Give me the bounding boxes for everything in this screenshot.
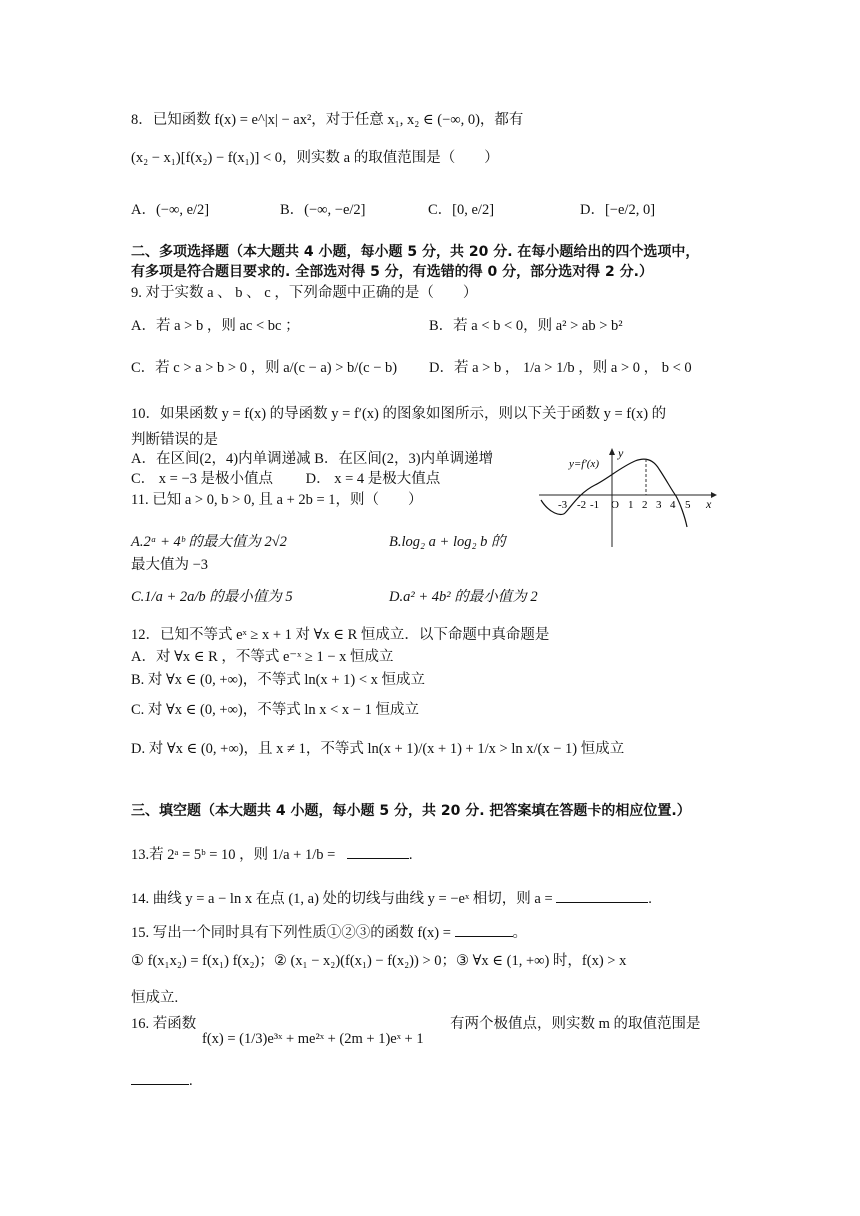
x-axis-label: x	[706, 497, 712, 511]
q9-option-a: A．若 a > b ，则 ac < bc ；	[131, 318, 300, 334]
x-tick-label: 3	[656, 499, 662, 511]
x-tick-label: 2	[642, 499, 648, 511]
q12-option-c: C. 对 ∀x ∈ (0, +∞)，不等式 ln x < x − 1 恒成立	[131, 702, 419, 718]
x-tick-label: -3	[558, 499, 568, 511]
x-tick-label: -2	[577, 499, 587, 511]
q15-end: 。	[512, 925, 528, 941]
q8-option-c: C．[0, e/2]	[428, 202, 495, 218]
q16-answer-line	[131, 1070, 193, 1090]
q8-stem-line2: (x₂ − x₁)[f(x₂) − f(x₁)] < 0，则实数 a 的取值范围是（ ）	[131, 150, 499, 166]
q10-stem-line1: 10．如果函数 y = f(x) 的导函数 y = f′(x) 的图象如图所示，则以下关于函数 y = f(x) 的	[131, 406, 667, 422]
q10-options-ab: A．在区间(2，4)内单调递减 B．在区间(2，3)内单调递增	[131, 451, 494, 467]
q16-formula: f(x) = (1/3)e³ˣ + me²ˣ + (2m + 1)eˣ + 1	[202, 1031, 424, 1047]
q16-end: .	[189, 1073, 193, 1089]
q16-prefix: 16. 若函数	[131, 1016, 197, 1032]
q14-end: .	[648, 891, 652, 907]
q13-answer-blank[interactable]	[347, 844, 409, 859]
q11-option-d: D.a² + 4b² 的最小值为 2	[389, 589, 538, 605]
x-tick-label: 4	[670, 499, 676, 511]
q12-option-b: B. 对 ∀x ∈ (0, +∞)，不等式 ln(x + 1) < x 恒成立	[131, 672, 425, 688]
q12-option-d: D. 对 ∀x ∈ (0, +∞)，且 x ≠ 1，不等式 ln(x + 1)/(x + 1) + 1/x > ln x/(x − 1) 恒成立	[131, 741, 625, 757]
q11-stem: 11. 已知 a > 0, b > 0, 且 a + 2b = 1，则（ ）	[131, 492, 423, 508]
q12-option-a: A．对 ∀x ∈ R ，不等式 e⁻ˣ ≥ 1 − x 恒成立	[131, 649, 394, 665]
x-tick-label: -1	[590, 499, 600, 511]
q9-option-c: C．若 c > a > b > 0 ，则 a/(c − a) > b/(c − b)	[131, 360, 398, 376]
q10-stem-line2: 判断错误的是	[131, 432, 218, 448]
q14-line	[131, 887, 652, 908]
section3-heading: 三、填空题（本大题共 4 小题，每小题 5 分，共 20 分. 把答案填在答题卡的相应位置.）	[131, 803, 691, 819]
curve-label: y=f′(x)	[569, 458, 599, 470]
q11-option-c: C.1/a + 2a/b 的最小值为 5	[131, 589, 293, 605]
derivative-curve	[541, 459, 687, 527]
q11-option-a: A.2ᵃ + 4ᵇ 的最大值为 2√2	[131, 534, 287, 550]
q11-option-b: B.log₂ a + log₂ b 的	[389, 534, 506, 550]
q15-answer-blank[interactable]	[455, 922, 513, 937]
q9-option-b: B．若 a < b < 0，则 a² > ab > b²	[429, 318, 623, 334]
q8-stem-line1: 8．已知函数 f(x) = e^|x| − ax²，对于任意 x₁, x₂ ∈ (−∞, 0)，都有	[131, 112, 524, 128]
x-tick-label: 5	[685, 499, 691, 511]
y-axis-label: y	[618, 446, 624, 460]
q15-line3: 恒成立.	[131, 990, 179, 1006]
x-tick-label: O	[611, 499, 619, 511]
section2-heading-line2: 有多项是符合题目要求的. 全部选对得 5 分，有选错的得 0 分，部分选对得 2 分.）	[131, 264, 653, 280]
derivative-graph	[535, 445, 720, 551]
q16-suffix: 有两个极值点，则实数 m 的取值范围是	[450, 1016, 701, 1032]
q15-properties: ① f(x₁x₂) = f(x₁) f(x₂)；② (x₁ − x₂)(f(x₁) − f(x₂)) > 0；③ ∀x ∈ (1, +∞) 时，f(x) > x	[131, 953, 627, 969]
q14-text: 14. 曲线 y = a − ln x 在点 (1, a) 处的切线与曲线 y = −eˣ 相切，则 a =	[131, 891, 553, 907]
q9-option-d: D．若 a > b ， 1/a > 1/b ，则 a > 0 ， b < 0	[429, 360, 692, 376]
q14-answer-blank[interactable]	[556, 888, 648, 903]
q13-end: .	[408, 847, 413, 863]
x-tick-label: 1	[628, 499, 634, 511]
q10-options-cd: C． x = −3 是极小值点 D． x = 4 是极大值点	[131, 471, 441, 487]
x-axis-arrow	[711, 492, 717, 498]
q13-text: 13.若 2ᵃ = 5ᵇ = 10 ，则 1/a + 1/b =	[131, 847, 336, 863]
q15-text: 15. 写出一个同时具有下列性质①②③的函数 f(x) =	[131, 925, 451, 941]
q12-stem: 12．已知不等式 eˣ ≥ x + 1 对 ∀x ∈ R 恒成立．以下命题中真命题是	[131, 627, 550, 643]
q9-stem: 9. 对于实数 a 、 b 、 c ，下列命题中正确的是（ ）	[131, 285, 478, 301]
q8-option-b: B．(−∞, −e/2]	[280, 202, 366, 218]
q11-option-b-cont: 最大值为 −3	[131, 557, 209, 573]
q16-answer-blank[interactable]	[131, 1070, 189, 1085]
section2-heading-line1: 二、多项选择题（本大题共 4 小题，每小题 5 分，共 20 分. 在每小题给出的四个选项中，	[131, 244, 700, 260]
q8-option-d: D．[−e/2, 0]	[580, 202, 656, 218]
y-axis-arrow	[609, 448, 615, 455]
q13-line	[131, 843, 413, 864]
q8-option-a: A．(−∞, e/2]	[131, 202, 210, 218]
q15-line1	[131, 921, 527, 942]
